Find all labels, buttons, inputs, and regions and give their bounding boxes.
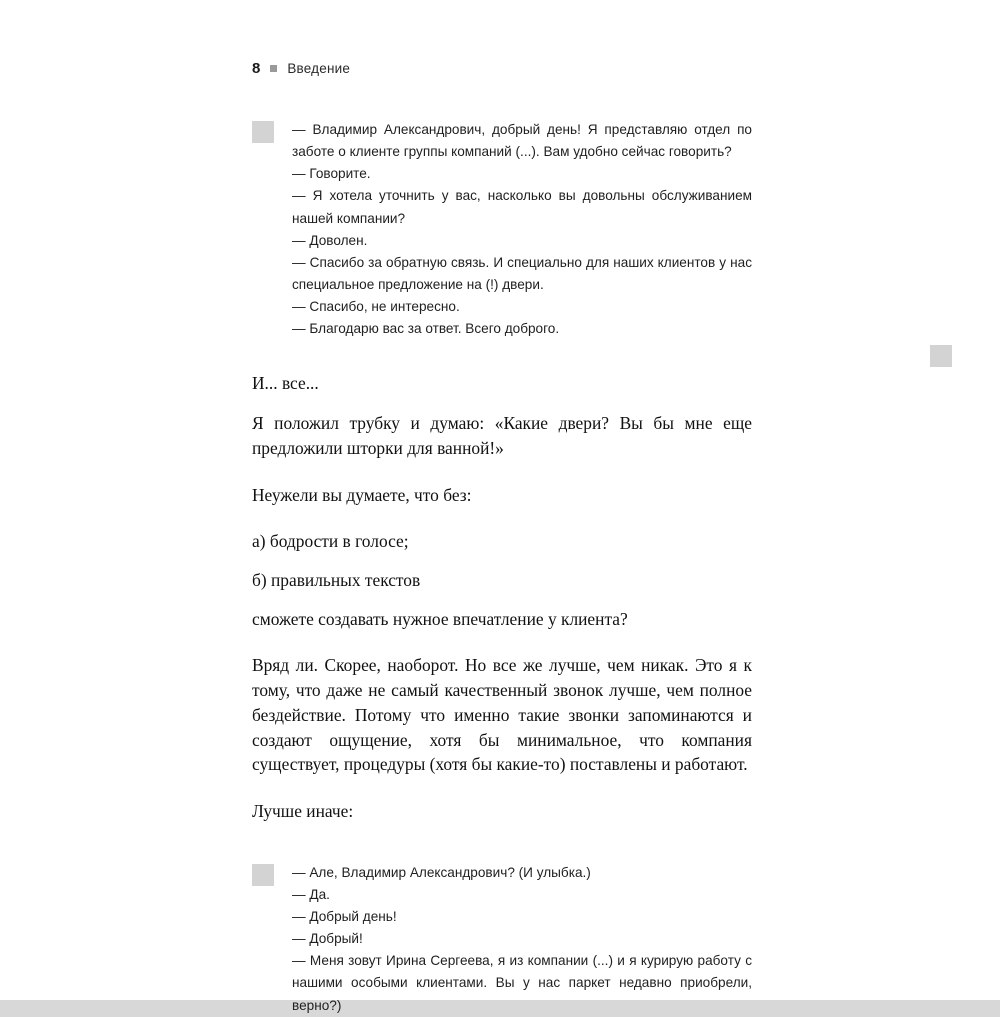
dialogue-line: — Меня зовут Ирина Сергеева, я из компании (...) и я курирую работу с нашими особыми клиентами. Вы у нас паркет недавно приобрели, верно?) [292, 953, 752, 1013]
body-paragraph: Вряд ли. Скорее, наоборот. Но все же лучше, чем никак. Это я к тому, что даже не самый качественный звонок лучше, чем полное бездействие. Потому что именно такие звонки запоминаются и создают ощущение, хотя бы минимальное, что компания существует, процедуры (хотя бы какие-то) поставлены и работают. [252, 655, 752, 775]
dialogue-line: — Да. [292, 886, 330, 902]
dialogue-line: — Спасибо, не интересно. [292, 299, 460, 315]
dialogue-line: — Говорите. [292, 166, 371, 182]
quote-marker-icon [252, 121, 274, 143]
running-head [252, 60, 752, 77]
list-item-a: а) бодрости в голосе; [252, 531, 409, 552]
chapter-title: Введение [287, 61, 351, 76]
square-bullet-icon [270, 65, 277, 72]
spacer [252, 341, 752, 371]
quote-marker-icon [252, 864, 274, 886]
dialogue-line: — Я хотела уточнить у вас, насколько вы довольны обслуживанием нашей компании? [292, 188, 752, 226]
list-item-b: б) правильных текстов [252, 570, 421, 591]
dialogue-line: — Спасибо за обратную связь. И специально для наших клиентов у нас специальное предложение на (!) двери. [292, 254, 752, 293]
dialogue-line: — Добрый день! [292, 909, 397, 925]
body-paragraph: сможете создавать нужное впечатление у клиента? [252, 608, 628, 629]
margin-marker-icon [930, 345, 952, 367]
dialogue-block-two [292, 862, 752, 1017]
spacer [252, 840, 752, 862]
dialogue-line: — Доволен. [292, 232, 368, 248]
body-paragraph: Неужели вы думаете, что без: [252, 484, 472, 505]
dialogue-line: — Але, Владимир Александрович? (И улыбка.) [292, 864, 591, 880]
page-content [252, 60, 752, 1017]
body-paragraph: И... все... [252, 372, 319, 393]
body-paragraph: Лучше иначе: [252, 801, 354, 821]
dialogue-line: — Добрый! [292, 931, 363, 947]
dialogue-block-one [292, 119, 752, 341]
dialogue-line: — Благодарю вас за ответ. Всего доброго. [292, 321, 560, 337]
dialogue-line: — Владимир Александрович, добрый день! Я представляю отдел по заботе о клиенте группы компаний (...). Вам удобно сейчас говорить? [292, 122, 752, 160]
page-number: 8 [252, 60, 261, 77]
body-paragraph: Я положил трубку и думаю: «Какие двери? Вы бы мне еще предложили шторки для ванной!» [252, 413, 752, 458]
